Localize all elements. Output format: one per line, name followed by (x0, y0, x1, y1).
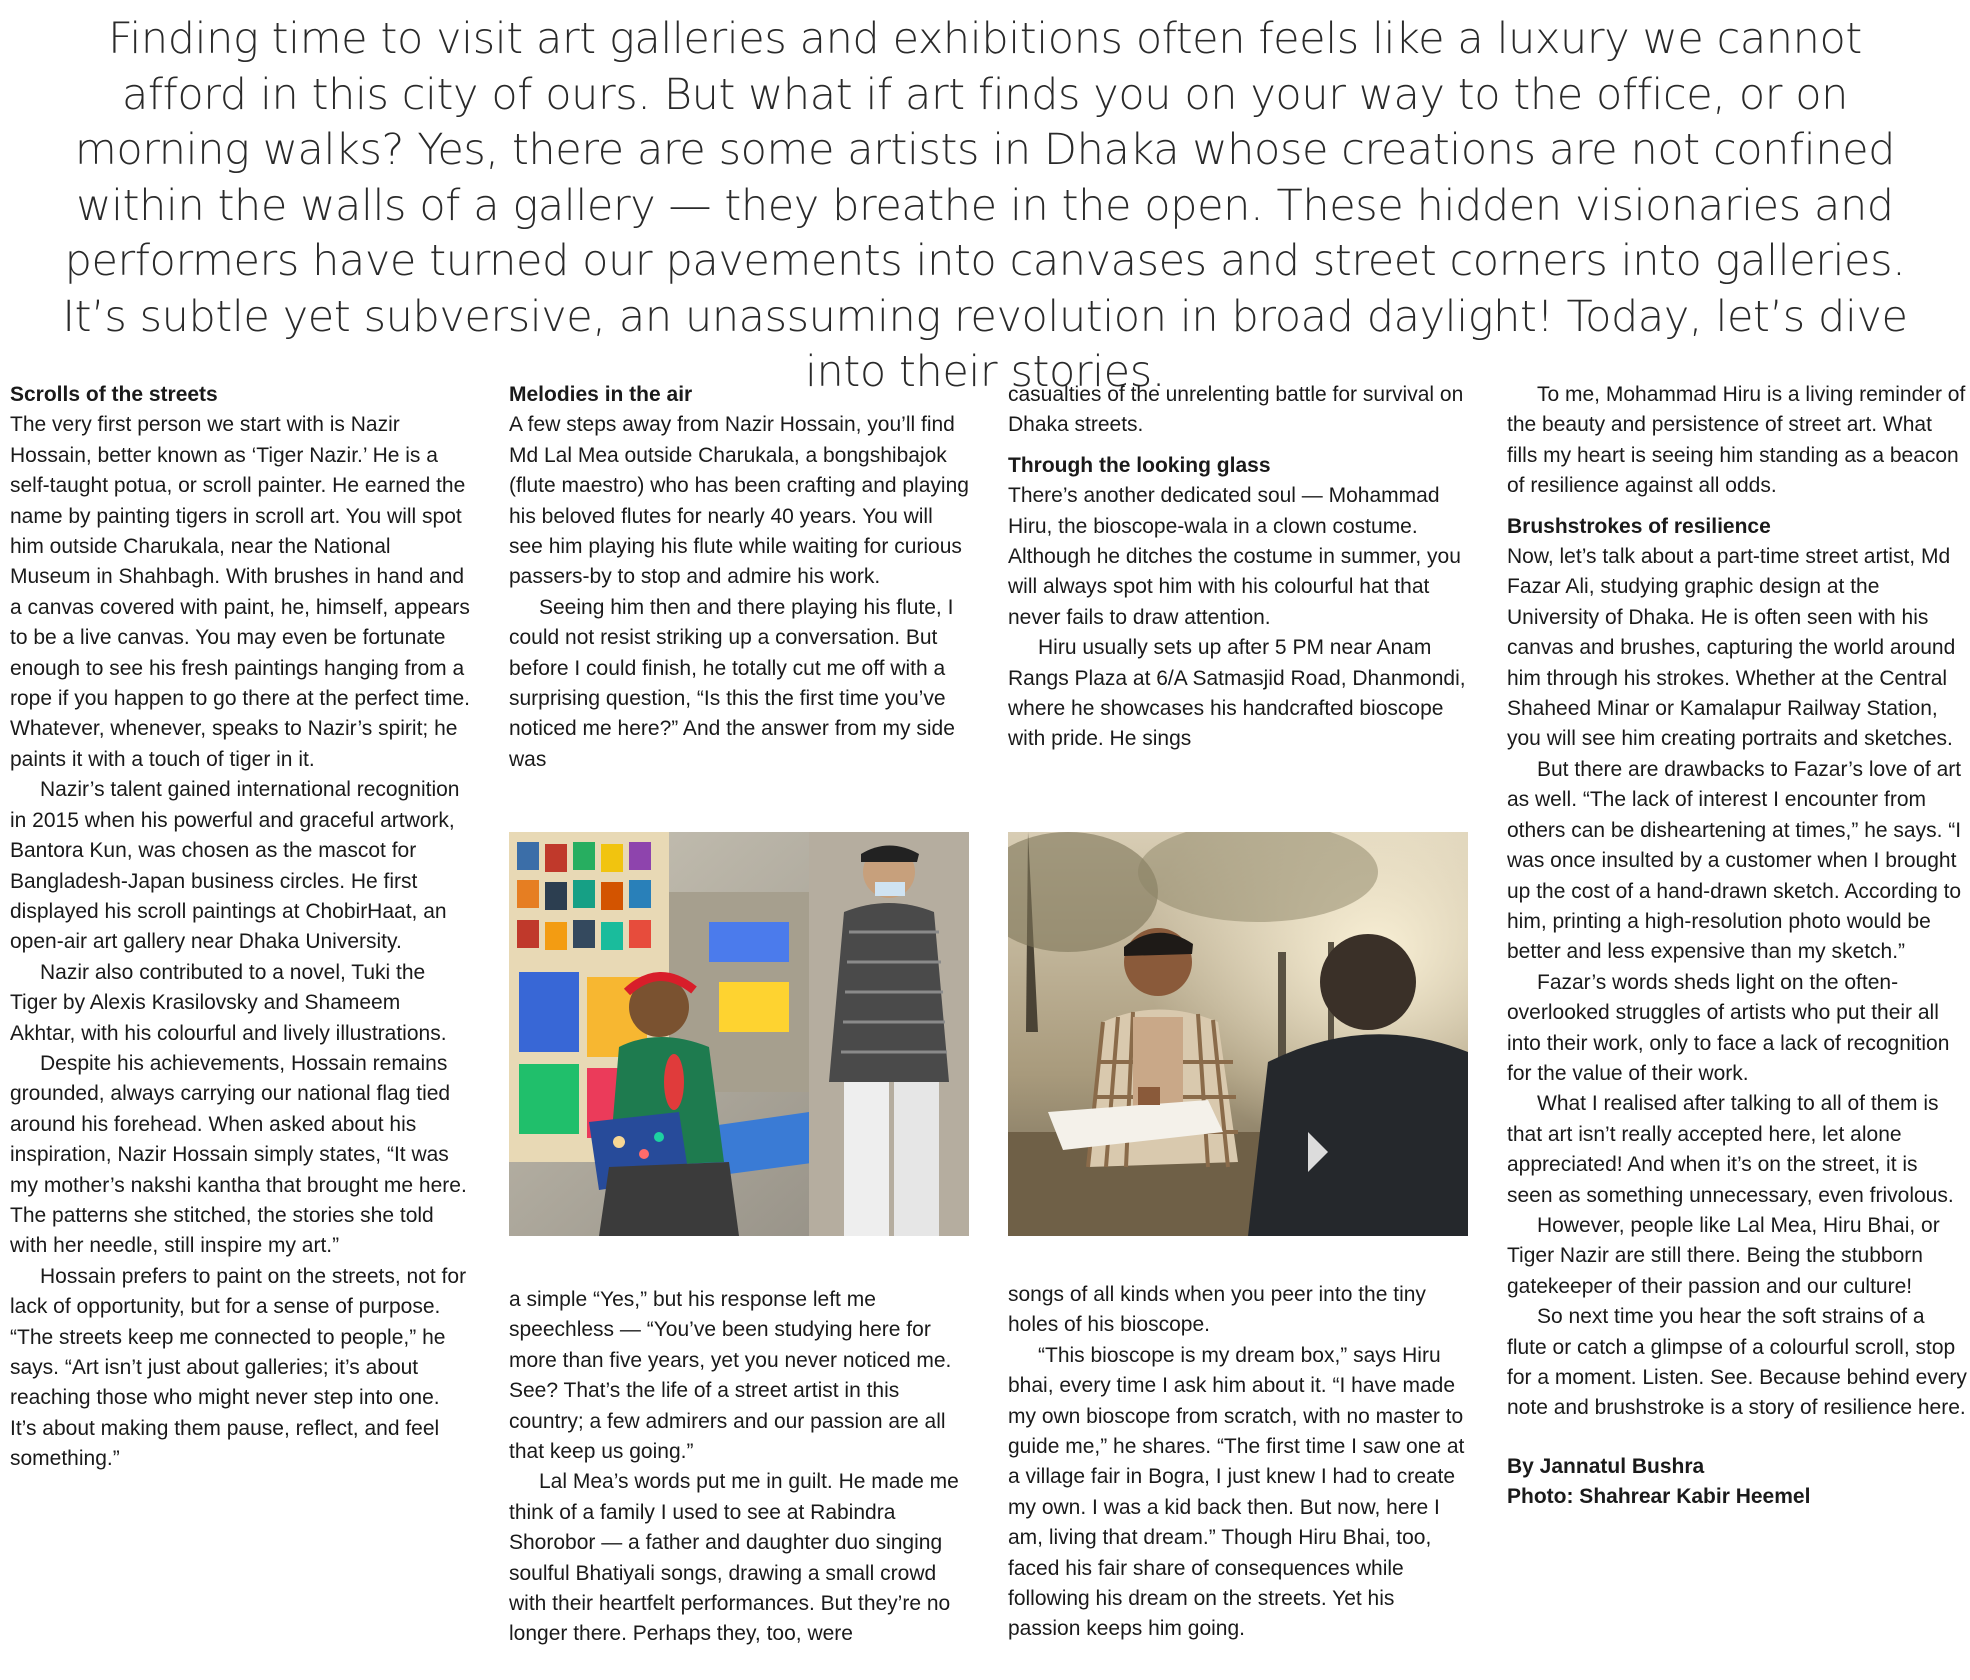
author-byline: By Jannatul Bushra (1507, 1454, 1705, 1478)
section-heading-looking-glass: Through the looking glass (1008, 453, 1271, 477)
photo-scroll-painter-image (509, 832, 969, 1236)
paragraph: Hiru usually sets up after 5 PM near Anam Rangs Plaza at 6/A Satmasjid Road, Dhanmondi, where he showcases his handcrafted bioscope with pride. He sings (1008, 636, 1466, 751)
paragraph: Seeing him then and there playing his flute, I could not resist striking up a conversation. But before I could finish, he totally cut me off with a surprising question, “Is this the first time you’ve noticed me here?” And the answer from my side was (509, 595, 955, 771)
paragraph: However, people like Lal Mea, Hiru Bhai, or Tiger Nazir are still there. Being the stubborn gatekeeper of their passion and our culture! (1507, 1213, 1940, 1298)
spacer (1507, 1424, 1967, 1452)
section-heading-melodies: Melodies in the air (509, 383, 693, 406)
paragraph: What I realised after talking to all of them is that art isn’t really accepted here, let alone appreciated! And when it’s on the street, it is seen as something unnecessary, even frivolous. (1507, 1092, 1954, 1207)
paragraph: There’s another dedicated soul — Mohammad Hiru, the bioscope-wala in a clown costume. Although he ditches the costume in summer, you will always spot him with his colourful hat that never fails to draw attention. (1008, 484, 1461, 629)
paragraph: A few steps away from Nazir Hossain, you’ll find Md Lal Mea outside Charukala, a bongshibajok (flute maestro) who has been crafting and playing his beloved flutes for nearly 40 years. You will see him playing his flute while waiting for curious passers-by to stop and admire his work. (509, 413, 969, 589)
intro-deck (40, 12, 1930, 401)
paragraph: Lal Mea’s words put me in guilt. He made me think of a family I used to see at Rabindra Shorobor — a father and daughter duo singing soulful Bhatiyali songs, drawing a small crowd with their heartfelt performances. But they’re no longer there. Perhaps they, too, were (509, 1470, 959, 1646)
intro-text: Finding time to visit art galleries and exhibitions often feels like a luxury we cannot afford in this city of ours. But what if art finds you on your way to the office, or on morning walks? Yes, there are some artists in Dhaka whose creations are not confined within the walls of a gallery — they breathe in the open. These hidden visionaries and performers have turned our pavements into canvases and street corners into galleries. It’s subtle yet subversive, an unassuming revolution in broad daylight! Today, let’s dive into their stories. (62, 14, 1908, 397)
paragraph: “This bioscope is my dream box,” says Hiru bhai, every time I ask him about it. “I have made my own bioscope from scratch, with no master to guide me,” he shares. “The first time I saw one at a village fair in Bogra, I just knew I had to create my own. I was a kid back then. But now, here I am, living that dream.” Though Hiru Bhai, too, faced his fair share of consequences while following his dream on the streets. Yet his passion keeps him going. (1008, 1343, 1465, 1641)
spacer (1008, 441, 1468, 451)
photo-credit: Photo: Shahrear Kabir Heemel (1507, 1485, 1811, 1509)
paragraph: Fazar’s words sheds light on the often-overlooked struggles of artists who put their all into their work, only to face a lack of recognition for the value of their work. (1507, 970, 1950, 1085)
paragraph: So next time you hear the soft strains of a flute or catch a glimpse of a colourful scroll, stop for a moment. Listen. See. Because behind every note and brushstroke is a story of resilience here. (1507, 1305, 1967, 1420)
photo-scroll-painter (509, 832, 969, 1236)
paragraph: Nazir’s talent gained international recognition in 2015 when his powerful and graceful artwork, Bantora Kun, was chosen as the mascot for Bangladesh-Japan business circles. He first displayed his scroll paintings at ChobirHaat, an open-air art gallery near Dhaka University. (10, 778, 460, 954)
column-1 (10, 380, 470, 1475)
spacer (1507, 502, 1967, 512)
column-3-continued (1008, 1280, 1468, 1645)
column-4 (1507, 380, 1967, 1513)
paragraph: Nazir also contributed to a novel, Tuki the Tiger by Alexis Krasilovsky and Shameem Akhtar, with his colourful and lively illustrations. (10, 960, 447, 1045)
paragraph: songs of all kinds when you peer into the tiny holes of his bioscope. (1008, 1283, 1426, 1337)
paragraph: a simple “Yes,” but his response left me speechless — “You’ve been studying here for more than five years, yet you never noticed me. See? That’s the life of a street artist in this country; a few admirers and our passion are all that keep us going.” (509, 1288, 952, 1464)
paragraph: But there are drawbacks to Fazar’s love of art as well. “The lack of interest I encounter from others can be disheartening at times,” he says. “I was once insulted by a customer when I brought up the cost of a hand-drawn sketch. According to him, printing a high-resolution photo would be better and less expensive than my sketch.” (1507, 757, 1962, 964)
paragraph: Despite his achievements, Hossain remains grounded, always carrying our national flag tied around his forehead. When asked about his inspiration, Nazir Hossain simply states, “It was my mother’s nakshi kantha that brought me here. The patterns she stitched, the stories she told with her needle, still inspire my art.” (10, 1051, 467, 1258)
paragraph: Hossain prefers to paint on the streets, not for lack of opportunity, but for a sense of purpose. “The streets keep me connected to people,” he says. “Art isn’t just about galleries; it’s about reaching those who might never step into one. It’s about making them pause, reflect, and feel something.” (10, 1264, 467, 1471)
paragraph: casualties of the unrelenting battle for survival on Dhaka streets. (1008, 383, 1464, 437)
paragraph: To me, Mohammad Hiru is a living reminder of the beauty and persistence of street art. What fills my heart is seeing him standing as a beacon of resilience against all odds. (1507, 383, 1966, 498)
paragraph: The very first person we start with is Nazir Hossain, better known as ‘Tiger Nazir.’ He is a self-taught potua, or scroll painter. He earned the name by painting tigers in scroll art. You will spot him outside Charukala, near the National Museum in Shahbagh. With brushes in hand and a canvas covered with paint, he, himself, appears to be a live canvas. You may even be fortunate enough to see his fresh paintings hanging from a rope if you happen to go there at the perfect time. Whatever, whenever, speaks to Nazir’s spirit; he paints it with a touch of tiger in it. (10, 413, 470, 771)
column-2 (509, 380, 969, 775)
column-2-continued (509, 1285, 969, 1650)
section-heading-scrolls: Scrolls of the streets (10, 383, 218, 406)
photo-sketch-artist-image (1008, 832, 1468, 1236)
paragraph: Now, let’s talk about a part-time street artist, Md Fazar Ali, studying graphic design at the University of Dhaka. He is often seen with his canvas and brushes, capturing the world around him through his strokes. Whether at the Central Shaheed Minar or Kamalapur Railway Station, you will see him creating portraits and sketches. (1507, 545, 1956, 751)
section-heading-brushstrokes: Brushstrokes of resilience (1507, 514, 1771, 538)
photo-sketch-artist (1008, 832, 1468, 1236)
column-3 (1008, 380, 1468, 755)
